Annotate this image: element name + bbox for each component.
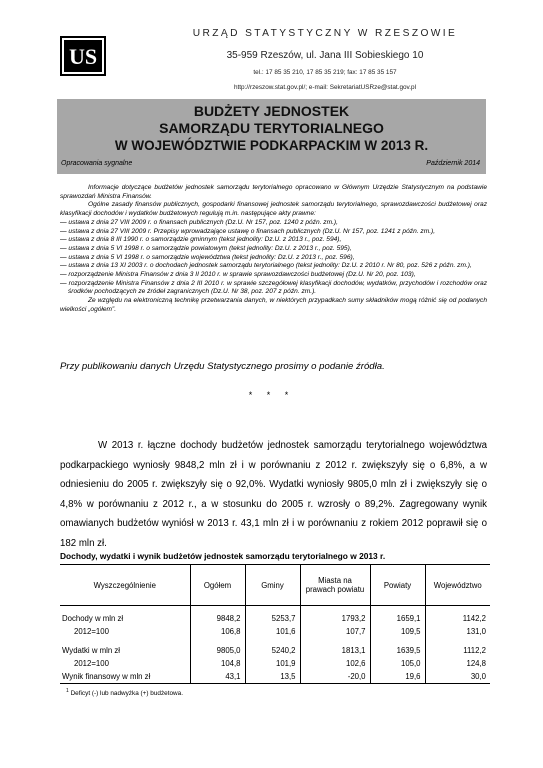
row-label: 2012=100 bbox=[74, 659, 109, 668]
table-cell: 124,8 bbox=[425, 657, 490, 670]
intro-paragraph-3: Ze względu na elektroniczną technikę przetwarzania danych, w niektórych przypadkach sumy składników mogą różnić się od podanych wielkości „ogółem”. bbox=[60, 297, 487, 313]
office-phones: tel.: 17 85 35 210, 17 85 35 219; fax: 17 85 35 157 bbox=[253, 69, 397, 76]
table-cell: 1813,1 bbox=[300, 644, 370, 657]
office-name: URZĄD STATYSTYCZNY W RZESZOWIE bbox=[192, 28, 458, 39]
table-cell: 5240,2 bbox=[245, 644, 300, 657]
table-cell: 104,8 bbox=[190, 657, 245, 670]
table-cell: 9848,2 bbox=[190, 612, 245, 625]
table-header-row bbox=[60, 565, 490, 606]
table-cell: 107,7 bbox=[300, 625, 370, 638]
legal-act-item: — rozporządzenie Ministra Finansów z dnia 3 II 2010 r. w sprawie sprawozdawczości budżetowej (Dz.U. Nr 20, poz. 103), bbox=[60, 271, 416, 279]
table-cell: 105,0 bbox=[370, 657, 425, 670]
banner-title-line1: BUDŻETY JEDNOSTEK bbox=[193, 103, 350, 119]
table-row bbox=[60, 612, 490, 625]
table-cell: 1659,1 bbox=[370, 612, 425, 625]
banner-title-line2: SAMORZĄDU TERYTORIALNEGO bbox=[159, 120, 384, 136]
legal-act-item: — rozporządzenie Ministra Finansów z dnia 2 III 2010 r. w sprawie szczegółowej klasyfikacji dochodów, wydatków, przychodów i rozchodów oraz środków pochodzących ze źródeł zagranicznych (Dz.U. Nr 38, poz. 207 z późn. zm.). bbox=[60, 279, 487, 296]
legal-act-item: — ustawa z dnia 27 VIII 2009 r. Przepisy wprowadzające ustawę o finansach publicznych (Dz.U. Nr 157, poz. 1241 z późn. zm.), bbox=[60, 227, 436, 235]
table-cell: 19,6 bbox=[370, 670, 425, 684]
office-address: 35-959 Rzeszów, ul. Jana III Sobieskiego 10 bbox=[226, 50, 424, 61]
table-row bbox=[60, 625, 490, 638]
table-row bbox=[60, 657, 490, 670]
table-cell: 5253,7 bbox=[245, 612, 300, 625]
legal-act-item: — ustawa z dnia 13 XI 2003 r. o dochodach jednostek samorządu terytorialnego (tekst jednolity: Dz.U. z 2010 r. Nr 80, poz. 526 z późn. zm.), bbox=[60, 262, 472, 270]
banner-series: Opracowania sygnalne bbox=[61, 160, 133, 167]
table-cell: 101,6 bbox=[245, 625, 300, 638]
section-separator: * * * bbox=[248, 390, 295, 400]
table-cell: 102,6 bbox=[300, 657, 370, 670]
table-cell: 101,9 bbox=[245, 657, 300, 670]
column-header: Miasta na prawach powiatu bbox=[300, 565, 370, 606]
table-title: Dochody, wydatki i wynik budżetów jednostek samorządu terytorialnego w 2013 r. bbox=[60, 551, 386, 561]
table-cell: 1639,5 bbox=[370, 644, 425, 657]
column-header: Ogółem bbox=[190, 565, 245, 606]
table-cell: 43,1 bbox=[190, 670, 245, 684]
legal-act-item: — ustawa z dnia 27 VIII 2009 r. o finansach publicznych (Dz.U. Nr 157, poz. 1240 z późn. zm.), bbox=[60, 218, 338, 226]
table-cell: 109,5 bbox=[370, 625, 425, 638]
table-cell: 1112,2 bbox=[425, 644, 490, 657]
row-label: Wynik finansowy w mln zł bbox=[60, 670, 190, 684]
footnote-mark: 1 bbox=[66, 688, 69, 694]
table-cell: 1142,2 bbox=[425, 612, 490, 625]
table-cell: 13,5 bbox=[245, 670, 300, 684]
intro-paragraph-1: Informacje dotyczące budżetów jednostek samorządu terytorialnego opracowano w Głównym Urzędzie Statystycznym na podstawie sprawozdań Ministra Finansów. bbox=[60, 184, 487, 200]
table-row bbox=[60, 670, 490, 684]
logo-text: US bbox=[68, 44, 98, 69]
legal-act-item: — ustawa z dnia 5 VI 1998 r. o samorządzie powiatowym (tekst jednolity: Dz.U. z 2013 r., poz. 595), bbox=[60, 244, 352, 252]
intro-paragraph-2: Ogólne zasady finansów publicznych, gospodarki finansowej jednostek samorządu terytorialnego, sprawozdawczości budżetowej oraz klasyfikacji dochodów i wydatków budżetowych regulują m.in. następujące akty prawne: bbox=[60, 201, 487, 218]
citation-note: Przy publikowaniu danych Urzędu Statystycznego prosimy o podanie źródła. bbox=[60, 361, 385, 372]
main-text bbox=[60, 436, 487, 553]
column-header: Gminy bbox=[245, 565, 300, 606]
table-cell: 131,0 bbox=[425, 625, 490, 638]
column-header: Wyszczególnienie bbox=[60, 565, 190, 606]
row-label: Dochody w mln zł bbox=[62, 614, 124, 623]
table-row bbox=[60, 644, 490, 657]
office-web-link[interactable]: http://rzeszow.stat.gov.pl/; e-mail: SekretariatUSRze@stat.gov.pl bbox=[233, 84, 417, 91]
title-banner bbox=[57, 99, 486, 174]
table-cell: 30,0 bbox=[425, 670, 490, 684]
intro-section bbox=[60, 184, 487, 315]
table-cell: 1793,2 bbox=[300, 612, 370, 625]
column-header: Powiaty bbox=[370, 565, 425, 606]
table-cell: 9805,0 bbox=[190, 644, 245, 657]
table-cell: -20,0 bbox=[300, 670, 370, 684]
row-label: Wydatki w mln zł bbox=[62, 646, 120, 655]
legal-act-item: — ustawa z dnia 5 VI 1998 r. o samorządzie województwa (tekst jednolity: Dz.U. z 2013 r., poz. 596), bbox=[60, 253, 355, 261]
banner-title-line3: W WOJEWÓDZTWIE PODKARPACKIM W 2013 R. bbox=[114, 138, 429, 153]
column-header: Województwo bbox=[425, 565, 490, 606]
us-logo bbox=[60, 36, 106, 76]
budget-table bbox=[60, 564, 490, 684]
legal-act-item: — ustawa z dnia 8 III 1990 r. o samorządzie gminnym (tekst jednolity: Dz.U. z 2013 r., poz. 594), bbox=[60, 236, 342, 244]
row-label: 2012=100 bbox=[74, 627, 109, 636]
banner-date: Październik 2014 bbox=[426, 160, 480, 167]
table-cell: 106,8 bbox=[190, 625, 245, 638]
table-footnote: $^1$ Deficyt (-) lub nadwyżka (+) budżetowa. bbox=[66, 688, 183, 698]
main-paragraph: W 2013 r. łączne dochody budżetów jednostek samorządu terytorialnego województwa podkarpackiego wyniosły 9848,2 mln zł i w porównaniu z 2012 r. zwiększyły się o 6,8%, a w odniesieniu do 2005 r. zwiększyły się o 92,0%. Wydatki wyniosły 9805,0 mln zł i zwiększyły się o 4,8% w porównaniu z 2012 r., a w stosunku do 2005 r. wzrosły o 89,2%. Zagregowany wynik omawianych budżetów wyniósł w 2013 r. 43,1 mln zł i w porównaniu z rokiem 2012 poprawił się o 182 mln zł. bbox=[60, 440, 487, 549]
